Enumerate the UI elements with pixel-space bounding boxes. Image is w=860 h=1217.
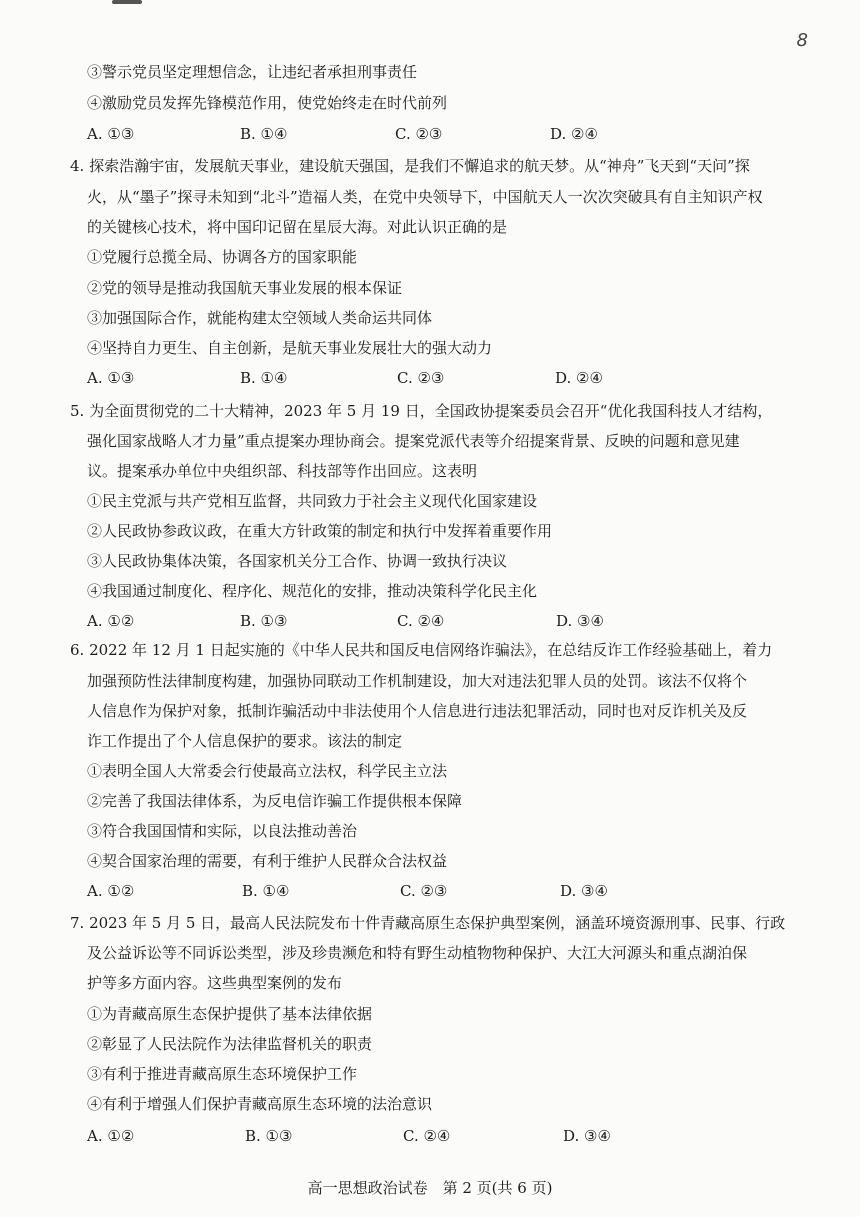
q5-option-3: ③人民政协集体决策，各国家机关分工合作、协调一致执行决议 (87, 552, 508, 570)
q7-choice-a: A. ①② (87, 1127, 135, 1145)
q4-option-3: ③加强国际合作，就能构建太空领域人类命运共同体 (87, 309, 433, 327)
q5-choice-b: B. ①③ (240, 612, 288, 630)
q6-choice-d: D. ③④ (560, 882, 608, 900)
q4-option-1: ①党履行总揽全局、协调各方的国家职能 (87, 248, 358, 266)
q7-stem-line: 护等多方面内容。这些典型案例的发布 (87, 974, 343, 992)
q6-choice-c: C. ②③ (400, 882, 448, 900)
q4-choice-b: B. ①④ (240, 369, 288, 387)
q6-stem-line: 加强预防性法律制度构建，加强协同联动工作机制建设，加大对违法犯罪人员的处罚。该法不仅将个 (87, 672, 748, 690)
scan-artifact (112, 0, 142, 4)
q7-choice-c: C. ②④ (403, 1127, 451, 1145)
q6-option-3: ③符合我国国情和实际，以良法推动善治 (87, 822, 358, 840)
q4-stem-line: 的关键核心技术，将中国印记留在星辰大海。对此认识正确的是 (87, 218, 508, 236)
q4-choice-a: A. ①③ (87, 369, 135, 387)
q4-stem-line: 火，从“墨子”探寻未知到“北斗”造福人类，在党中央领导下，中国航天人一次次突破具有自主知识产权 (87, 188, 763, 206)
q3-choice-c: C. ②③ (395, 125, 443, 143)
q5-stem-line: 强化国家战略人才力量”重点提案办理协商会。提案党派代表等介绍提案背景、反映的问题和意见建 (87, 432, 740, 450)
page-mark: 8 (796, 30, 808, 51)
q6-option-4: ④契合国家治理的需要，有利于维护人民群众合法权益 (87, 852, 448, 870)
q3-choice-d: D. ②④ (550, 125, 598, 143)
q3-option-4: ④激励党员发挥先锋模范作用，使党始终走在时代前列 (87, 94, 448, 112)
q7-stem-line: 及公益诉讼等不同诉讼类型，涉及珍贵濒危和特有野生动植物物种保护、大江大河源头和重点湖泊保 (87, 944, 748, 962)
q5-choice-c: C. ②④ (397, 612, 445, 630)
q3-choice-b: B. ①④ (240, 125, 288, 143)
q5-option-1: ①民主党派与共产党相互监督，共同致力于社会主义现代化国家建设 (87, 492, 538, 510)
q5-option-4: ④我国通过制度化、程序化、规范化的安排，推动决策科学化民主化 (87, 582, 538, 600)
q4-choice-d: D. ②④ (555, 369, 603, 387)
q4-choice-c: C. ②③ (397, 369, 445, 387)
q3-option-3: ③警示党员坚定理想信念，让违纪者承担刑事责任 (87, 63, 418, 81)
q5-stem-line: 议。提案承办单位中央组织部、科技部等作出回应。这表明 (87, 462, 478, 480)
q3-choice-a: A. ①③ (87, 125, 135, 143)
q6-option-2: ②完善了我国法律体系，为反电信诈骗工作提供根本保障 (87, 792, 463, 810)
q5-option-2: ②人民政协参政议政，在重大方针政策的制定和执行中发挥着重要作用 (87, 522, 553, 540)
q7-option-2: ②彰显了人民法院作为法律监督机关的职责 (87, 1035, 373, 1053)
q4-option-2: ②党的领导是推动我国航天事业发展的根本保证 (87, 279, 403, 297)
q7-option-1: ①为青藏高原生态保护提供了基本法律依据 (87, 1005, 373, 1023)
q5-choice-a: A. ①② (87, 612, 135, 630)
q6-stem-line: 6. 2022 年 12 月 1 日起实施的《中华人民共和国反电信网络诈骗法》，在总结反诈工作经验基础上，着力 (70, 641, 773, 659)
page-footer: 高一思想政治试卷 第 2 页(共 6 页) (307, 1179, 553, 1197)
q7-option-4: ④有利于增强人们保护青藏高原生态环境的法治意识 (87, 1095, 433, 1113)
q5-choice-d: D. ③④ (556, 612, 604, 630)
q4-option-4: ④坚持自力更生、自主创新，是航天事业发展壮大的强大动力 (87, 339, 493, 357)
q6-stem-line: 人信息作为保护对象，抵制诈骗活动中非法使用个人信息进行违法犯罪活动，同时也对反诈机关及反 (87, 702, 748, 720)
q7-choice-d: D. ③④ (563, 1127, 611, 1145)
q7-stem-line: 7. 2023 年 5 月 5 日，最高人民法院发布十件青藏高原生态保护典型案例，涵盖环境资源刑事、民事、行政 (70, 914, 786, 932)
q6-choice-a: A. ①② (87, 882, 135, 900)
q4-stem-line: 4. 探索浩瀚宇宙，发展航天事业，建设航天强国，是我们不懈追求的航天梦。从“神舟”飞天到“天问”探 (70, 157, 750, 175)
q7-option-3: ③有利于推进青藏高原生态环境保护工作 (87, 1065, 358, 1083)
q6-choice-b: B. ①④ (242, 882, 290, 900)
q5-stem-line: 5. 为全面贯彻党的二十大精神，2023 年 5 月 19 日，全国政协提案委员会召开“优化我国科技人才结构， (70, 402, 773, 420)
q6-stem-line: 诈工作提出了个人信息保护的要求。该法的制定 (87, 732, 403, 750)
q7-choice-b: B. ①③ (245, 1127, 293, 1145)
q6-option-1: ①表明全国人大常委会行使最高立法权，科学民主立法 (87, 762, 448, 780)
